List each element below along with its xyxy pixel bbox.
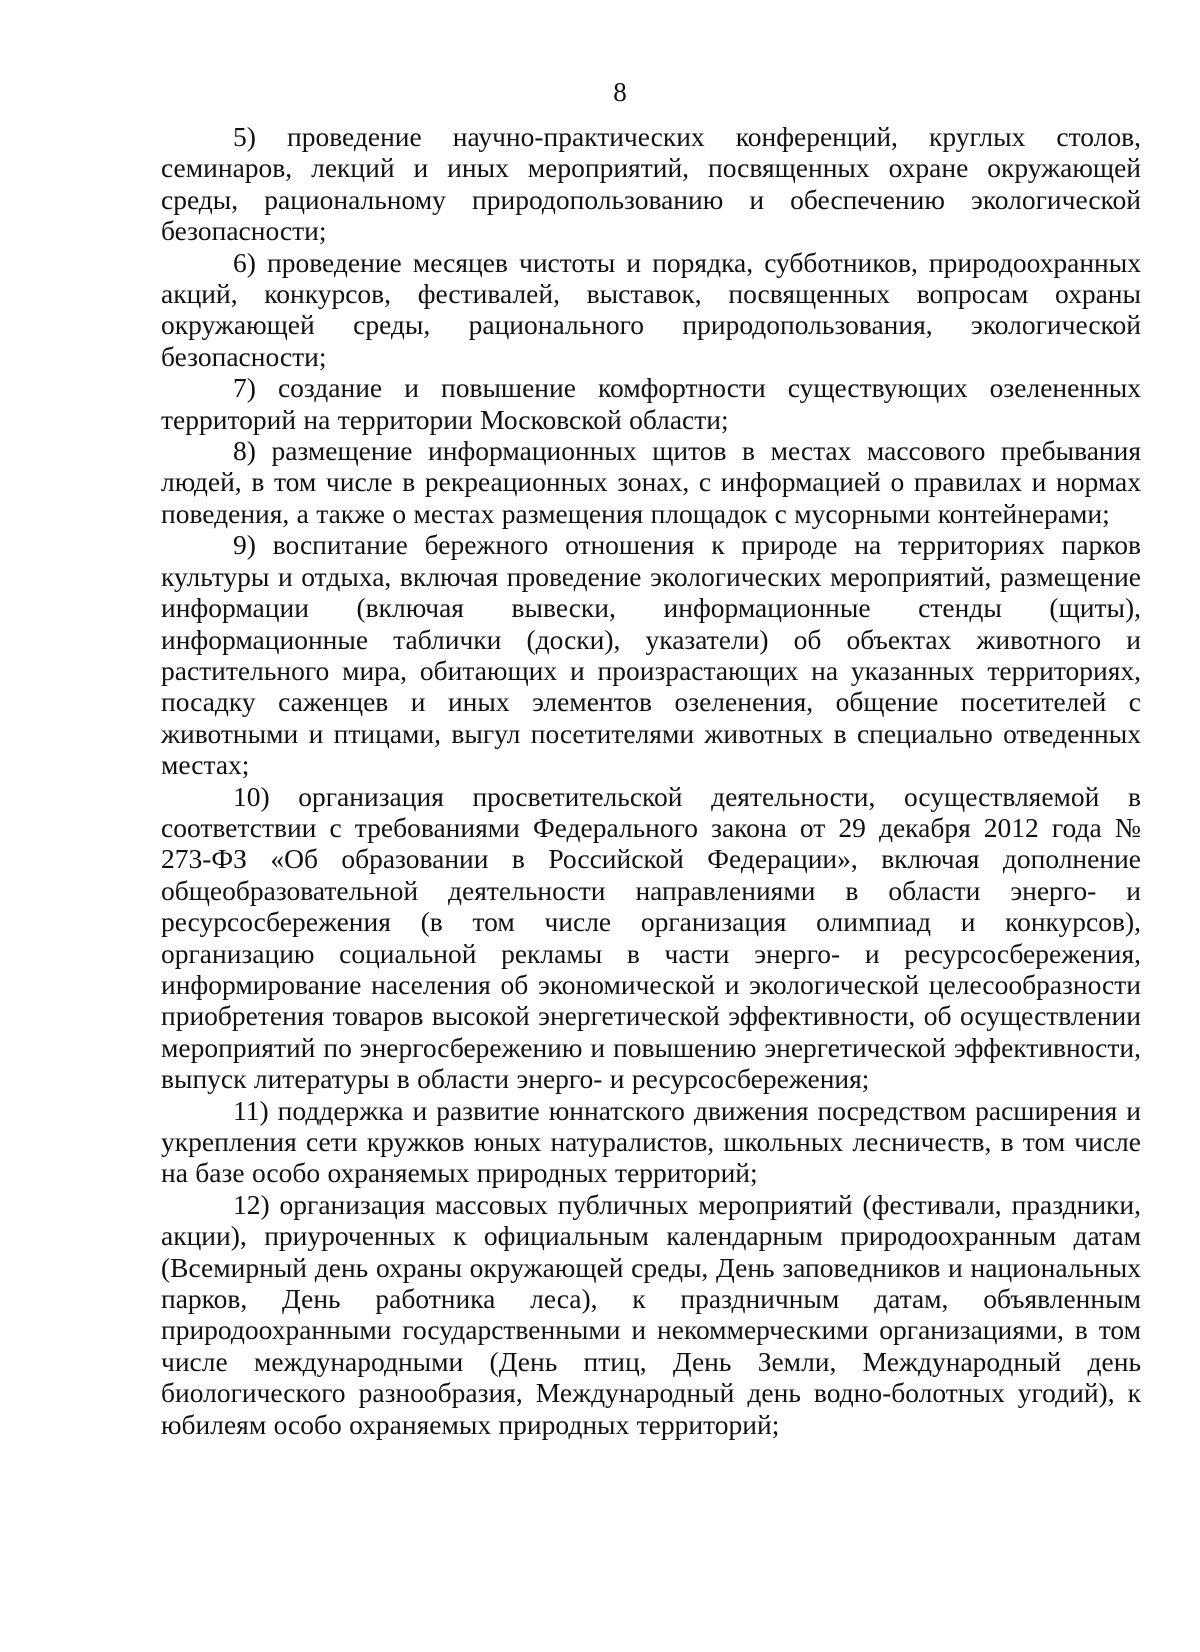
page-number: 8	[613, 77, 627, 107]
paragraph-item-5: 5) проведение научно-практических конференций, круглых столов, семинаров, лекций и иных мероприятий, посвященных охране окружающей среды, рациональному природопользованию и обеспечению экологической безопасности;	[161, 121, 1141, 247]
paragraph-item-9: 9) воспитание бережного отношения к природе на территориях парков культуры и отдыха, включая проведение экологических мероприятий, размещение информации (включая вывески, информационные стенды (щиты), информационные таблички (доски), указатели) об объектах животного и растительного мира, обитающих и произрастающих на указанных территориях, посадку саженцев и иных элементов озеленения, общение посетителей с животными и птицами, выгул посетителями животных в специально отведенных местах;	[161, 529, 1141, 781]
paragraph-item-6: 6) проведение месяцев чистоты и порядка, субботников, природоохранных акций, конкурсов, фестивалей, выставок, посвященных вопросам охраны окружающей среды, рационального природопользования, экологической безопасности;	[161, 246, 1141, 372]
paragraph-item-12: 12) организация массовых публичных мероприятий (фестивали, праздники, акции), приуроченных к официальным календарным природоохранным датам (Всемирный день охраны окружающей среды, День заповедников и национальных парков, День работника леса), к праздничным датам, объявленным природоохранными государственными и некоммерческими организациями, в том числе международными (День птиц, День Земли, Международный день биологического разнообразия, Международный день водно-болотных угодий), к юбилеям особо охраняемых природных территорий;	[161, 1188, 1141, 1440]
paragraph-item-8: 8) размещение информационных щитов в местах массового пребывания людей, в том числе в рекреационных зонах, с информацией о правилах и нормах поведения, а также о местах размещения площадок с мусорными контейнерами;	[161, 435, 1141, 529]
paragraph-item-11: 11) поддержка и развитие юннатского движения посредством расширения и укрепления сети кружков юных натуралистов, школьных лесничеств, в том числе на базе особо охраняемых природных территорий;	[161, 1094, 1141, 1189]
document-body	[161, 121, 1141, 1440]
paragraph-item-7: 7) создание и повышение комфортности существующих озелененных территорий на территории Московской области;	[161, 372, 1141, 435]
paragraph-item-10: 10) организация просветительской деятельности, осуществляемой в соответствии с требованиями Федерального закона от 29 декабря 2012 года № 273-ФЗ «Об образовании в Российской Федерации», включая дополнение общеобразовательной деятельности направлениями в области энерго- и ресурсосбережения (в том числе организация олимпиад и конкурсов), организацию социальной рекламы в части энерго- и ресурсосбережения, информирование населения об экономической и экологической целесообразности приобретения товаров высокой энергетической эффективности, об осуществлении мероприятий по энергосбережению и повышению энергетической эффективности, выпуск литературы в области энерго- и ресурсосбережения;	[161, 780, 1141, 1095]
